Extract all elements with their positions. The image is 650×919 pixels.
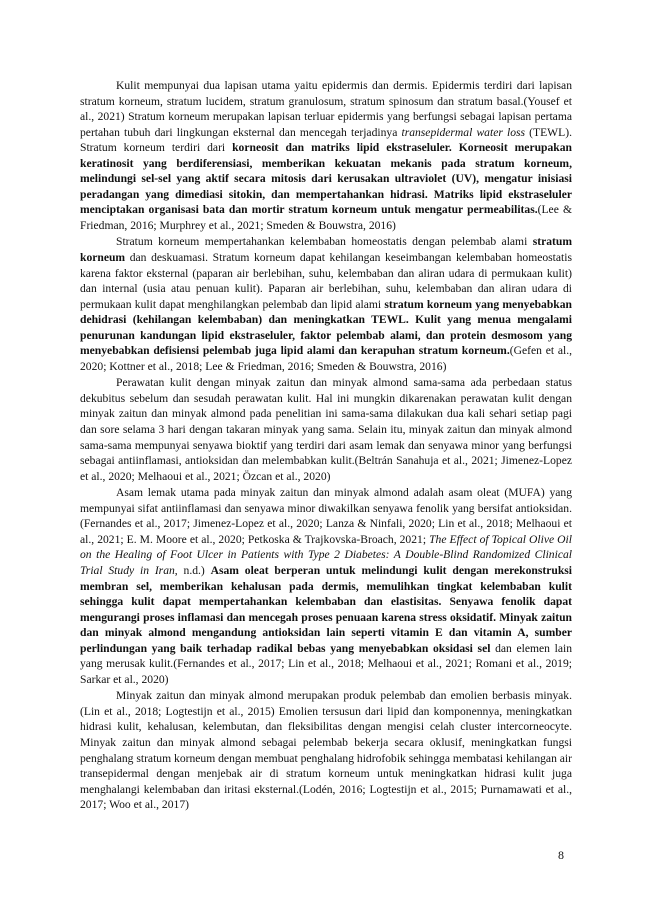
bold-text-run: stratum korneum yang menyebabkan dehidrasi (kehilangan kelembaban) dan meningkatkan TEWL. Kulit yang menua mengalami penurunan kandungan lipid ekstraseluler, faktor pelembab alami, dan protein desmosom yang menyebabkan defisiensi pelembab juga lipid alami dan kerapuhan stratum korneum. — [80, 297, 572, 358]
paragraph-skin-care-treatment — [80, 375, 572, 484]
text-run: Perawatan kulit dengan minyak zaitun dan minyak almond sama-sama ada perbedaan status dekubitus sebelum dan sesudah perawatan kulit. Hal ini mungkin dikarenakan perawatan kulit dengan minyak zaitun dan minyak almond pada penelitian ini sama-sama dilakukan dua kali sehari setiap pagi dan sore selama 3 hari dengan takaran minyak yang sama. Selain itu, minyak zaitun dan minyak almond sama-sama mempunyai senyawa bioktif yang terdiri dari asam lemak dan senyawa minor yang berfungsi sebagai antiinflamasi, antioksidan dan melembabkan kulit.(Beltrán Sanahuja et al., 2021; Jimenez-Lopez et al., 2020; Melhaoui et al., 2021; Özcan et al., 2020) — [80, 376, 572, 483]
italic-text-run: The Effect of Topical Olive Oil on the Healing of Foot Ulcer in Patients with Type 2 Diabetes: A Double-Blind Randomized Clinical Trial Study in Iran — [80, 532, 572, 577]
bold-text-run: stratum korneum — [80, 235, 572, 265]
paragraph-moisture-homeostasis — [80, 234, 572, 374]
text-run: Stratum korneum mempertahankan kelembaban homeostatis dengan pelembab alami — [116, 235, 533, 249]
text-run: , n.d.) — [174, 563, 211, 577]
bold-text-run: Asam oleat berperan untuk melindungi kulit dengan merekonstruksi membran sel, memberikan kehalusan pada dermis, memulihkan tingkat kelembaban kulit sehingga kulit dapat mempertahankan kelembaban dan elastisitas. Senyawa fenolik dapat mengurangi proses inflamasi dan mencegah proses penuaan karena stress oksidatif. Minyak zaitun dan minyak almond mengandung antioksidan lain seperti vitamin E dan vitamin A, sumber perlindungan yang baik terhadap radikal bebas yang menyebabkan oksidasi sel — [80, 563, 573, 655]
text-run: (Lee & Friedman, 2016; Murphrey et al., 2021; Smeden & Bouwstra, 2016) — [80, 203, 572, 232]
page-number: 8 — [558, 848, 564, 862]
text-run: Minyak zaitun dan minyak almond merupakan produk pelembab dan emolien berbasis minyak.(Lin et al., 2018; Logtestijn et al., 2015) Emolien tersusun dari lipid dan komponennya, meningkatkan hidrasi kulit, kehalusan, kelembutan, dan fleksibilitas dengan mengisi celah cluster intercorneocyte. Minyak zaitun dan minyak almond sebagai pelembab bekerja secara oklusif, meningkatkan fungsi penghalang stratum korneum dengan membuat penghalang hidrofobik sehingga membatasi kehilangan air transepidermal dengan menjebak air di stratum korneum untuk meningkatkan hidrasi kulit juga menghalangi kelembaban dan iritasi eksternal.(Lodén, 2016; Logtestijn et al., 2015; Purnamawati et al., 2017; Woo et al., 2017) — [80, 689, 572, 812]
paragraph-emollient — [80, 688, 572, 812]
paragraph-skin-layers — [80, 78, 572, 233]
italic-text-run: transepidermal water loss — [401, 125, 526, 139]
text-run: dan deskuamasi. Stratum korneum dapat kehilangan keseimbangan kelembaban homeostatis karena faktor eksternal (paparan air berlebihan, suhu, kelembaban dan aliran udara di permukaan kulit) dan internal (usia atau penuan kulit). Paparan air berlebihan, suhu, kelembaban dan aliran udara di permukaan kulit dapat menghilangkan pelembab dan lipid alami — [80, 251, 572, 311]
paragraph-oleic-acid — [80, 485, 572, 687]
document-body — [80, 78, 572, 813]
bold-text-run: korneosit dan matriks lipid ekstraseluler. Korneosit merupakan keratinosit yang berdiferensiasi, memberikan kekuatan mekanis pada stratum korneum, melindungi sel-sel yang aktif secara mitosis dari kerusakan ultraviolet (UV), mengatur inisiasi peradangan yang dimediasi sitokin, dan mempertahankan hidrasi. Matriks lipid ekstraseluler menciptakan organisasi bata dan mortir stratum korneum untuk mengatur permeabilitas. — [80, 141, 572, 217]
text-run: (TEWL). Stratum korneum terdiri dari — [80, 125, 572, 155]
text-run: dan elemen lain yang merusak kulit.(Fernandes et al., 2017; Lin et al., 2018; Melhaoui et al., 2021; Romani et al., 2019; Sarkar et al., 2020) — [80, 641, 573, 686]
text-run: (Gefen et al., 2020; Kottner et al., 2018; Lee & Friedman, 2016; Smeden & Bouwstra, 2016) — [80, 344, 572, 373]
text-run: Kulit mempunyai dua lapisan utama yaitu epidermis dan dermis. Epidermis terdiri dari lapisan stratum korneum, stratum lucidem, stratum granulosum, stratum spinosum dan stratum basal.(Yousef et al., 2021) Stratum korneum merupakan lapisan terluar epidermis yang berfungsi sebagai lapisan pertama pertahan tubuh dari lingkungan eksternal dan mencegah terjadinya — [80, 79, 572, 139]
text-run: Asam lemak utama pada minyak zaitun dan minyak almond adalah asam oleat (MUFA) yang mempunyai sifat antiinflamasi dan senyawa minor diwakilkan senyawa fenolik yang bersifat antioksidan.(Fernandes et al., 2017; Jimenez-Lopez et al., 2020; Lanza & Ninfali, 2020; Lin et al., 2018; Melhaoui et al., 2021; E. M. Moore et al., 2020; Petkoska & Trajkovska-Broach, 2021; — [80, 486, 572, 546]
